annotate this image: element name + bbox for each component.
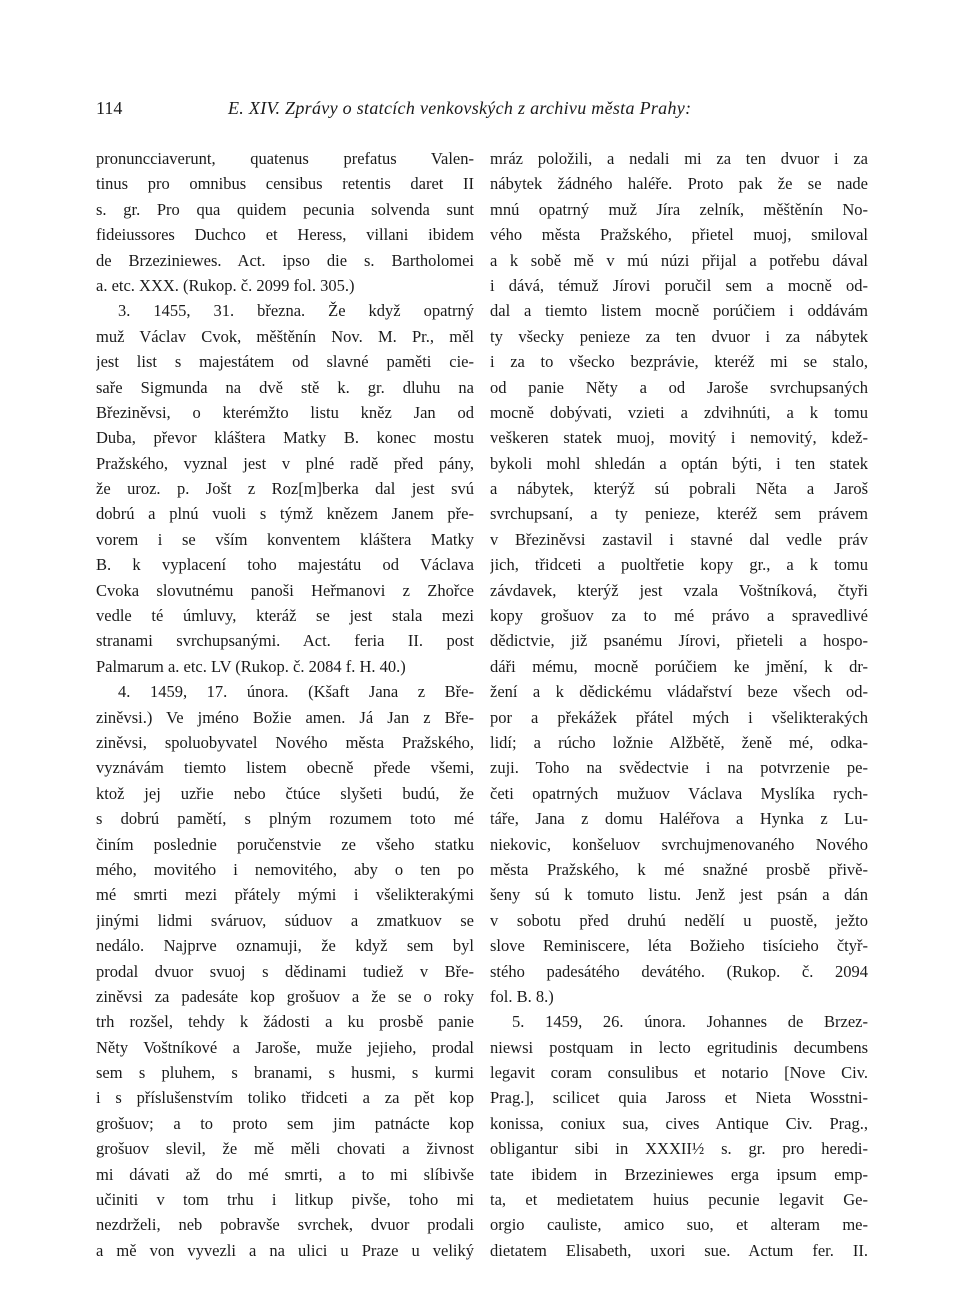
text-line: nedálo. Najprve oznamuji, že když sem byl xyxy=(96,936,474,956)
text-line: táře, Jana z domu Haléřova a Hynka z Lu- xyxy=(490,809,868,829)
text-line: nábytek žádného haléře. Proto pak že se nade xyxy=(490,174,868,194)
text-line: četi opatrných mužuov Václava Myslíka rych- xyxy=(490,783,868,803)
text-line: i s příslušenstvím toliko třidceti a za pět kop xyxy=(96,1088,474,1108)
right-column xyxy=(490,146,868,1263)
text-line: i za to všecko bezprávie, kteréž mi se stalo, xyxy=(490,352,868,372)
text-line: města Pražského, k mé snažné prosbě přivě- xyxy=(490,859,868,879)
text-line: Cvoka slovutnému panoši Heřmanovi z Zhořce xyxy=(96,580,474,600)
text-line: i dává, témuž Jírovi poručil sem a mocně od- xyxy=(490,275,868,295)
text-line: a mě von vyvezli a na ulici u Praze u veliký xyxy=(96,1240,474,1260)
text-line: s dobrú pamětí, s plným rozumem toto mé xyxy=(96,809,474,829)
page-number: 114 xyxy=(96,98,123,118)
text-line: Pražského, vyznal jest v plné radě před pány, xyxy=(96,453,474,473)
text-line: vého města Pražského, přietel muoj, smiloval xyxy=(490,225,868,245)
text-line: 4. 1459, 17. února. (Kšaft Jana z Bře- xyxy=(118,682,474,702)
text-line: dědictvie, již psanému Jírovi, přieteli a hospo- xyxy=(490,631,868,651)
text-line: svrchupsaní, a ty penieze, kteréž sem právem xyxy=(490,504,868,524)
text-line: Palmarum a. etc. LV (Rukop. č. 2084 f. H. 40.) xyxy=(96,656,406,676)
page-header xyxy=(96,98,866,128)
text-line: slove Reminiscere, léta Božieho tisícieho čtyř- xyxy=(490,936,868,956)
text-line: kopy grošuov za to mé právo a spravedlivé xyxy=(490,606,868,626)
text-line: jich, třidceti a puoltřetie kopy gr., a k tomu xyxy=(490,555,868,575)
text-line: a nábytek, kterýž sú pobrali Něta a Jaroš xyxy=(490,479,868,499)
text-line: fideiussores Duchco et Heress, villani ibidem xyxy=(96,225,474,245)
text-line: v sobotu před druhú nedělí u puostě, ježto xyxy=(490,910,868,930)
text-line: bykoli mohl shledán a optán býti, i ten statek xyxy=(490,453,868,473)
text-line: vorem i se vším konventem kláštera Matky xyxy=(96,529,474,549)
text-line: že uroz. p. Jošt z Roz[m]berka dal jest svú xyxy=(96,479,474,499)
text-line: činím poslednie poručenstvie ze všeho statku xyxy=(96,834,474,854)
text-line: ty všecky penieze za ten dvuor i za nábytek xyxy=(490,326,868,346)
text-line: 3. 1455, 31. března. Že když opatrný xyxy=(118,301,474,321)
text-line: jinými lidmi sváruov, súduov a zmatkuov se xyxy=(96,910,474,930)
text-line: žení a k dědickému vládařství beze všech od- xyxy=(490,682,868,702)
text-line: obligantur sibi in XXXII½ s. gr. pro heredi- xyxy=(490,1139,868,1159)
text-line: grošuov slevil, že mě měli chovati a živnost xyxy=(96,1139,474,1159)
text-line: dal a tiemto listem mocně porúčiem i oddávám xyxy=(490,301,868,321)
text-line: legavit coram consulibus et notario [Nove Civ. xyxy=(490,1063,868,1083)
text-line: v Březiněvsi zastavil i stavné dal vedle práv xyxy=(490,529,868,549)
text-line: mé smrti mezi přátely mými i všelikterakými xyxy=(96,885,474,905)
text-line: orgio cauliste, amico suo, et alteram me- xyxy=(490,1215,868,1235)
text-line: dáři mému, mocně porúčiem ke jmění, k dr- xyxy=(490,656,868,676)
text-line: por a překážek přátel mých i všelikterakých xyxy=(490,707,868,727)
text-line: a k sobě mě v mú núzi přijal a potřebu dával xyxy=(490,250,868,270)
text-line: Březiněvsi, o kterémžto listu kněz Jan od xyxy=(96,402,474,422)
text-line: ktož jej uzřie nebo čtúce slyšeti budú, že xyxy=(96,783,474,803)
text-line: ta, et medietatem huius pecunie legavit Ge- xyxy=(490,1190,868,1210)
text-line: saře Sigmunda na dvě stě k. gr. dluhu na xyxy=(96,377,474,397)
text-line: muž Václav Cvok, měštěnín Nov. M. Pr., měl xyxy=(96,326,474,346)
text-line: prodal dvuor svuoj s dědinami tudiež v Bře- xyxy=(96,961,474,981)
text-line: mráz položili, a nedali mi za ten dvuor i za xyxy=(490,149,868,168)
text-line: ziněvsi, spoluobyvatel Nového města Pražského, xyxy=(96,732,474,752)
text-line: mého, movitého i nemovitého, aby o ten po xyxy=(96,859,474,879)
text-line: mocně dobývati, vzieti a zdvihnúti, a k tomu xyxy=(490,402,868,422)
text-line: nezdrželi, neb pobravše svrchek, dvuor prodali xyxy=(96,1215,474,1235)
text-line: mi dávati až do mé smrti, a to mi slíbivše xyxy=(96,1164,474,1184)
text-line: vedle té úmluvy, kteráž se jest stala mezi xyxy=(96,606,474,626)
text-line: tate ibidem in Brzeziniewes erga ipsum emp- xyxy=(490,1164,868,1184)
text-line: a. etc. XXX. (Rukop. č. 2099 fol. 305.) xyxy=(96,275,355,295)
text-line: grošuov; a to proto sem jim patnácte kop xyxy=(96,1113,474,1133)
text-line: konissa, coniux sua, cives Antique Civ. Prag., xyxy=(490,1113,868,1133)
text-line: Prag.], scilicet quia Jaross et Nieta Wosstni- xyxy=(490,1088,868,1108)
text-line: učiniti v tom trhu i litkup pivše, toho mi xyxy=(96,1190,474,1210)
text-line: dobrú a plnú vuoli s týmž knězem Janem pře- xyxy=(96,504,474,524)
left-column xyxy=(96,146,474,1263)
text-line: dietatem Elisabeth, uxori sue. Actum fer. II. xyxy=(490,1240,868,1260)
text-line: Duba, převor kláštera Matky B. konec mostu xyxy=(96,428,474,448)
text-line: trh rozšel, tehdy k žádosti a ku prosbě panie xyxy=(96,1012,474,1032)
text-line: stého padesátého devátého. (Rukop. č. 2094 xyxy=(490,961,868,981)
text-line: Něty Voštníkové a Jaroše, muže jejieho, prodal xyxy=(96,1037,474,1057)
text-line: ziněvsi za padesáte kop grošuov a že se o roky xyxy=(96,986,474,1006)
text-line: vyznávám tiemto listem obecně přede všemi, xyxy=(96,758,474,778)
running-head: E. XIV. Zprávy o statcích venkovských z archivu města Prahy: xyxy=(228,98,692,118)
text-line: s. gr. Pro qua quidem pecunia solvenda sunt xyxy=(96,199,474,219)
text-line: B. k vyplacení toho majestátu od Václava xyxy=(96,555,474,575)
text-line: od panie Něty a od Jaroše svrchupsaných xyxy=(490,377,868,397)
text-line: lidí; a rúcho ložnie Alžbětě, ženě mé, odka- xyxy=(490,732,868,752)
text-line: stranami svrchupsanými. Act. feria II. post xyxy=(96,631,474,651)
text-line: šeny sú k tomuto listu. Jenž jest psán a dán xyxy=(490,885,868,905)
text-line: niekovic, konšeluov svrchujmenovaného Nového xyxy=(490,834,868,854)
text-line: zuji. Toho na svědectvie i na potvrzenie pe- xyxy=(490,758,868,778)
text-line: mnú opatrný muž Jíra zelník, měštěnín No- xyxy=(490,199,868,219)
text-line: 5. 1459, 26. února. Johannes de Brzez- xyxy=(512,1012,868,1032)
text-line: fol. B. 8.) xyxy=(490,986,554,1006)
text-line: jest list s majestátem od slavné paměti cie- xyxy=(96,352,474,372)
text-line: tinus pro omnibus censibus retentis daret II xyxy=(96,174,474,194)
text-line: veškeren statek muoj, movitý i nemovitý, kdež- xyxy=(490,428,868,448)
text-line: niewsi postquam in lecto egritudinis decumbens xyxy=(490,1037,868,1057)
text-line: sem s pluhem, s branami, s husmi, s kurmi xyxy=(96,1063,474,1083)
text-line: závdavek, kterýž jest vzala Voštníková, čtyři xyxy=(490,580,868,600)
text-line: de Brzeziniewes. Act. ipso die s. Bartholomei xyxy=(96,250,474,270)
text-line: ziněvsi.) Ve jméno Božie amen. Já Jan z Bře- xyxy=(96,707,474,727)
text-line: pronuncciaverunt, quatenus prefatus Valen- xyxy=(96,149,474,168)
